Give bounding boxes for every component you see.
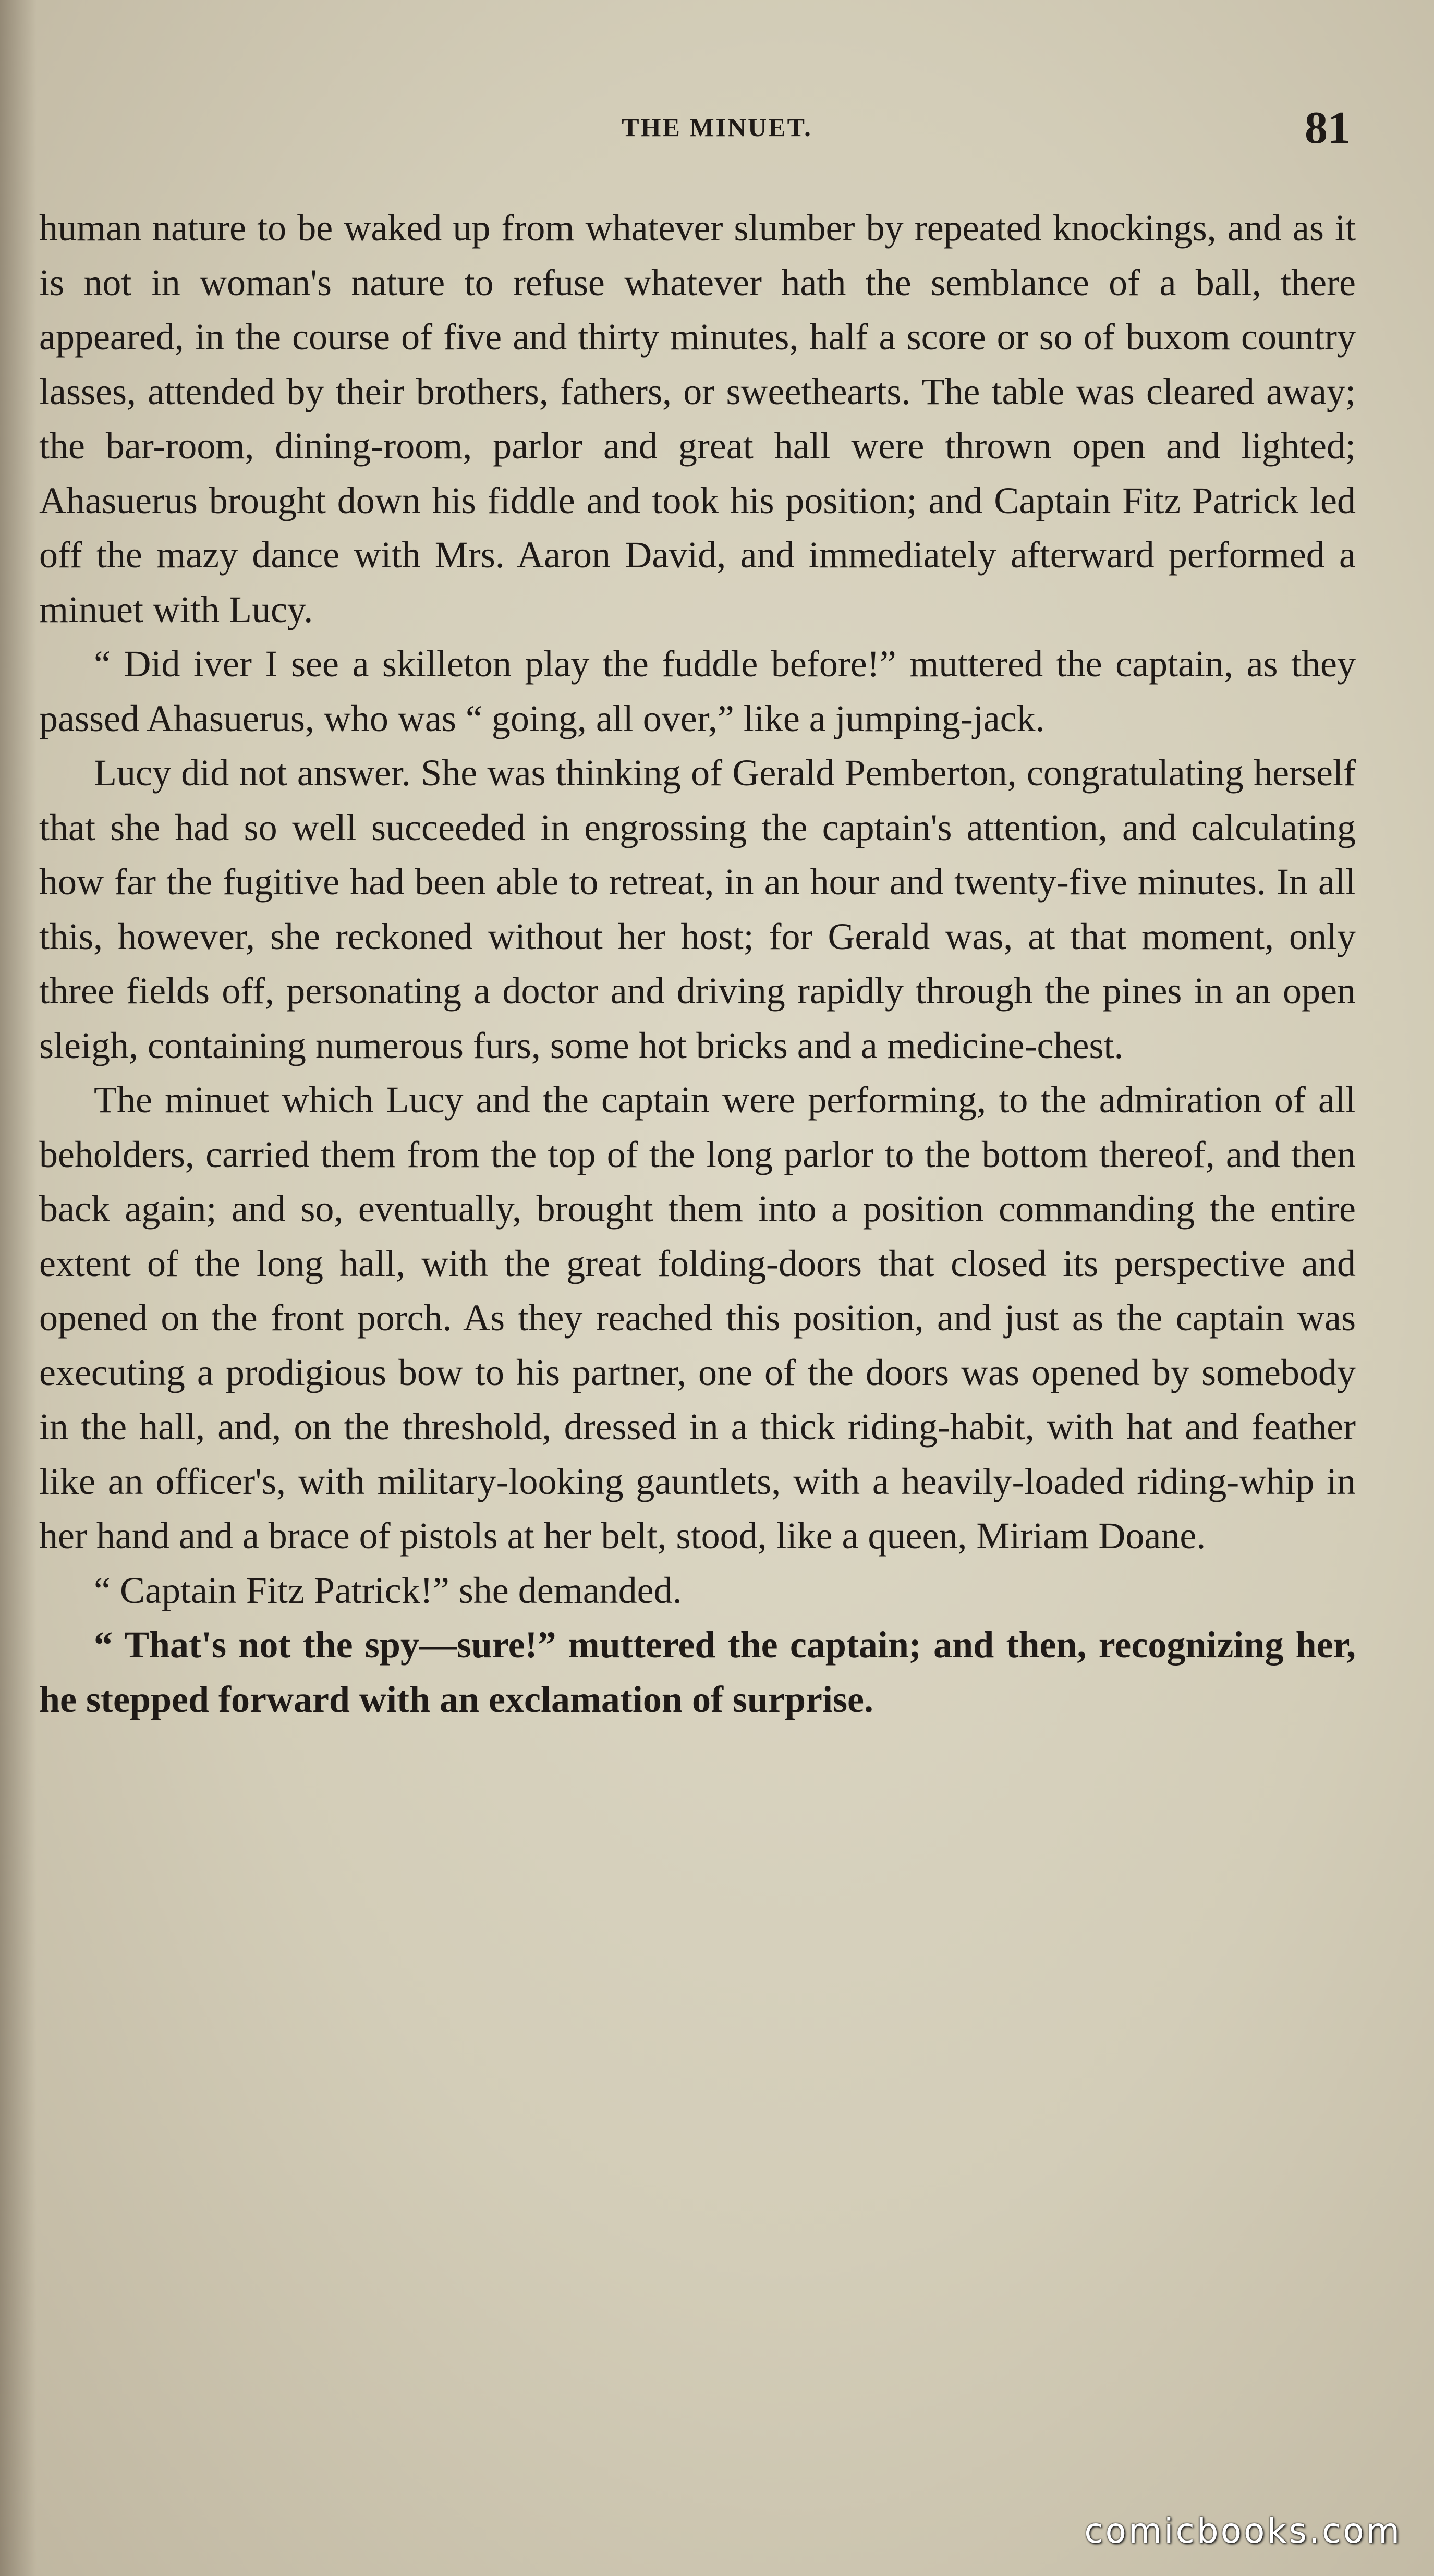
paragraph-continuation: human nature to be waked up from whatever slumber by repeated knockings, and as it is not in woman's nature to refuse whatever hath the semblance of a ball, there appeared, in the course of five and thirty minutes, half a score or so of buxom country lasses, attended by their brothers, fathers, or sweethearts. The table was cleared away; the bar-room, dining-room, parlor and great hall were thrown open and lighted; Ahasuerus brought down his fiddle and took his position; and Captain Fitz Patrick led off the mazy dance with Mrs. Aaron David, and immediately afterward performed a minuet with Lucy. — [39, 207, 1356, 630]
body-text — [39, 201, 1356, 1727]
site-watermark: comicbooks.com — [1084, 2511, 1402, 2551]
running-title: THE MINUET. — [622, 113, 812, 142]
page-edge-shadow — [0, 0, 37, 2576]
paragraph-skeleton-fiddle: “ Did iver I see a skilleton play the fuddle before!” muttered the captain, as they passed Ahasuerus, who was “ going, all over,” like a jumping-jack. — [39, 643, 1356, 739]
paragraph-captain-demand: “ Captain Fitz Patrick!” she demanded. — [94, 1569, 682, 1611]
page-number: 81 — [1305, 103, 1351, 153]
paragraph-minuet-miriam: The minuet which Lucy and the captain were performing, to the admiration of all beholders, carried them from the top of the long parlor to the bottom thereof, and then back again; and so, eventually, brought them into a position commanding the entire extent of the long hall, with the great folding-doors that closed its perspective and opened on the front porch. As they reached this position, and just as the captain was executing a prodigious bow to his partner, one of the doors was opened by somebody in the hall, and, on the threshold, dressed in a thick riding-habit, with hat and feather like an officer's, with military-looking gauntlets, with a heavily-loaded riding-whip in her hand and a brace of pistols at her belt, stood, like a queen, Miriam Doane. — [39, 1079, 1356, 1557]
paragraph-lucy-gerald: Lucy did not answer. She was thinking of Gerald Pemberton, congratulating herself that she had so well succeeded in engrossing the captain's attention, and calculating how far the fugitive had been able to retreat, in an hour and twenty-five minutes. In all this, however, she reckoned without her host; for Gerald was, at that moment, only three fields off, personating a doctor and driving rapidly through the pines in an open sleigh, containing numerous furs, some hot bricks and a medicine-chest. — [39, 752, 1356, 1066]
paragraph-not-the-spy: “ That's not the spy—sure!” muttered the captain; and then, recognizing her, he stepped forward with an exclamation of surprise. — [39, 1624, 1356, 1720]
page-header — [0, 102, 1434, 164]
